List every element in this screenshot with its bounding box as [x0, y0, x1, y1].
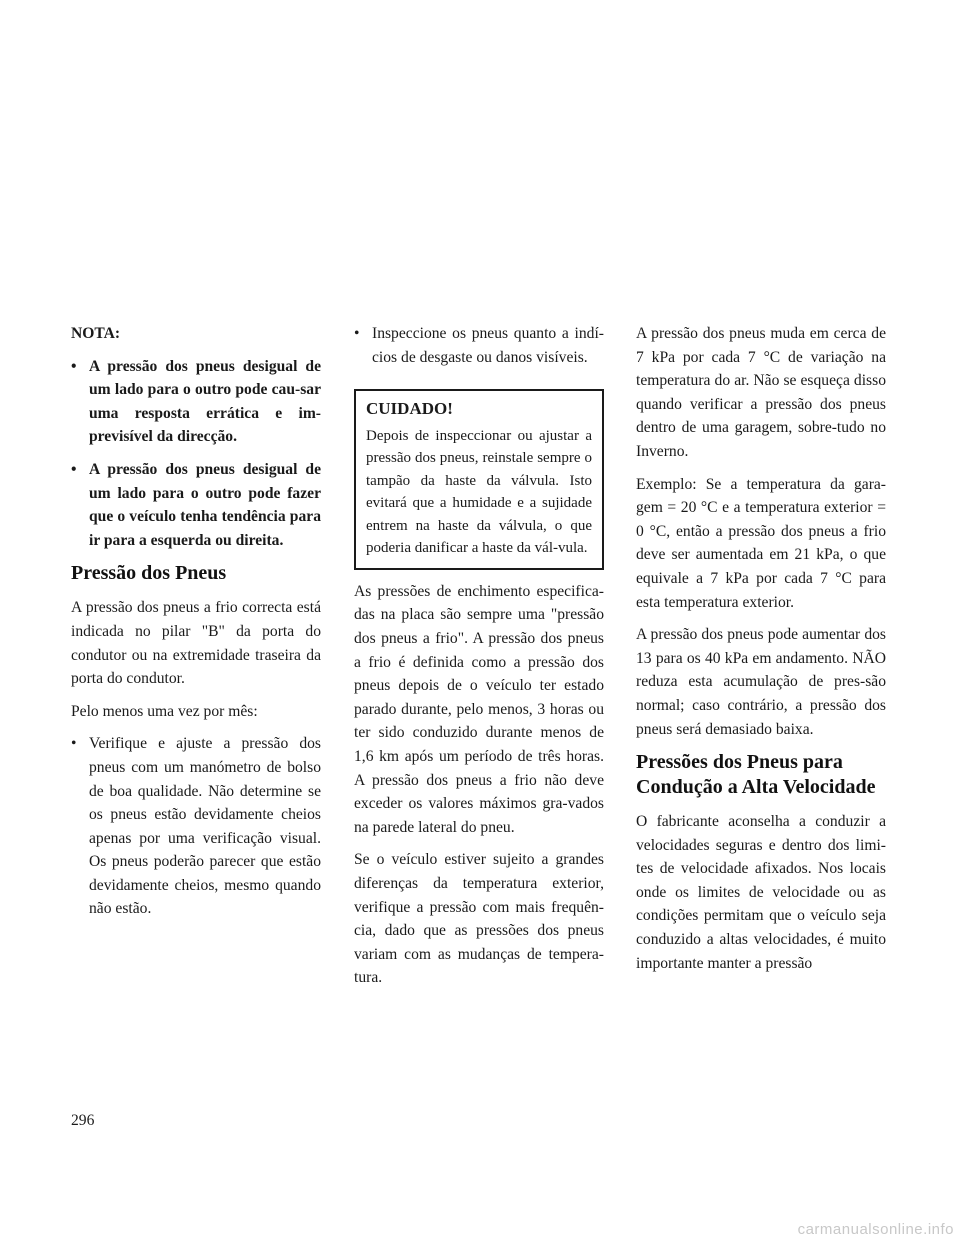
bullet-icon: • [354, 325, 360, 342]
note-bullet-item: • A pressão dos pneus desigual de um lado para o outro pode fazer que o veículo tenha tendência para ir para a esquerda ou direita. [71, 458, 321, 552]
bullet-icon: • [71, 735, 77, 753]
paragraph: A pressão dos pneus a frio correcta está indicada no pilar "B" da porta do condutor ou na extremidade traseira da porta do condutor. [71, 599, 321, 688]
column-right [636, 322, 886, 984]
bullet-list [71, 732, 321, 921]
note-bullet-item: • A pressão dos pneus desigual de um lado para o outro pode cau-sar uma resposta errática e im-previsível da direcção. [71, 355, 321, 449]
bullet-list [354, 322, 604, 369]
bullet-icon: • [71, 357, 77, 375]
page-number: 296 [71, 1112, 95, 1129]
note-label: NOTA: [71, 325, 121, 342]
caution-box [354, 389, 604, 570]
column-left [71, 322, 321, 930]
paragraph: O fabricante aconselha a conduzir a velocidades seguras e dentro dos limi-tes de velocidade afixados. Nos locais onde os limites de velocidade ou as condições permitam que o veículo seja conduzido a altas velocidades, é muito importante manter a pressão [636, 813, 886, 972]
section-heading-high-speed: Pressões dos Pneus para Condução a Alta Velocidade [636, 751, 876, 799]
section-heading-tire-pressure: Pressão dos Pneus [71, 562, 227, 585]
bullet-icon: • [71, 460, 77, 478]
note-bullet-list [71, 355, 321, 553]
watermark: carmanualsonline.info [797, 1221, 954, 1238]
column-middle [354, 322, 604, 999]
paragraph: As pressões de enchimento especifica-das na placa são sempre uma "pressão dos pneus a frio". A pressão dos pneus a frio é definida como a pressão dos pneus depois de o veículo ter estado parado durante, pelo menos, 3 horas ou ter sido conduzido durante menos de 1,6 km após um período de três horas. A pressão dos pneus a frio não deve exceder os valores máximos gra-vados na parede lateral do pneu. [354, 582, 604, 836]
paragraph: Pelo menos uma vez por mês: [71, 702, 258, 720]
bullet-item: • Verifique e ajuste a pressão dos pneus com um manómetro de bolso de boa qualidade. Não determine se os pneus estão devidamente cheios apenas por uma verificação visual. Os pneus poderão parecer que estão devidamente cheios, mesmo quando não estão. [71, 732, 321, 921]
paragraph: Se o veículo estiver sujeito a grandes diferenças da temperatura exterior, verifique a pressão com mais frequên-cia, dado que as pressões dos pneus variam com as mudanças de tempera-tura. [354, 851, 604, 987]
paragraph: Exemplo: Se a temperatura da gara-gem = 20 °C e a temperatura exterior = 0 °C, então a pressão dos pneus a frio deve ser aumentada em 21 kPa, o que equivale a 7 kPa por cada 7 °C para esta temperatura exterior. [636, 475, 886, 611]
bullet-item: • Inspeccione os pneus quanto a indí-cios de desgaste ou danos visíveis. [354, 322, 604, 369]
caution-title: CUIDADO! [366, 399, 453, 419]
paragraph: A pressão dos pneus pode aumentar dos 13 para os 40 kPa em andamento. NÃO reduza esta acumulação de pres-são normal; caso contrário, a pressão dos pneus será demasiado baixa. [636, 626, 886, 738]
caution-text: Depois de inspeccionar ou ajustar a pressão dos pneus, reinstale sempre o tampão da haste da válvula. Isto evitará que a humidade e a sujidade entrem na haste da válvula, o que poderia danificar a haste da vál-vula. [366, 427, 592, 557]
paragraph: A pressão dos pneus muda em cerca de 7 kPa por cada 7 °C de variação na temperatura do ar. Não se esqueça disso quando verificar a pressão dos pneus dentro de uma garagem, sobre-tudo no Inverno. [636, 325, 886, 460]
